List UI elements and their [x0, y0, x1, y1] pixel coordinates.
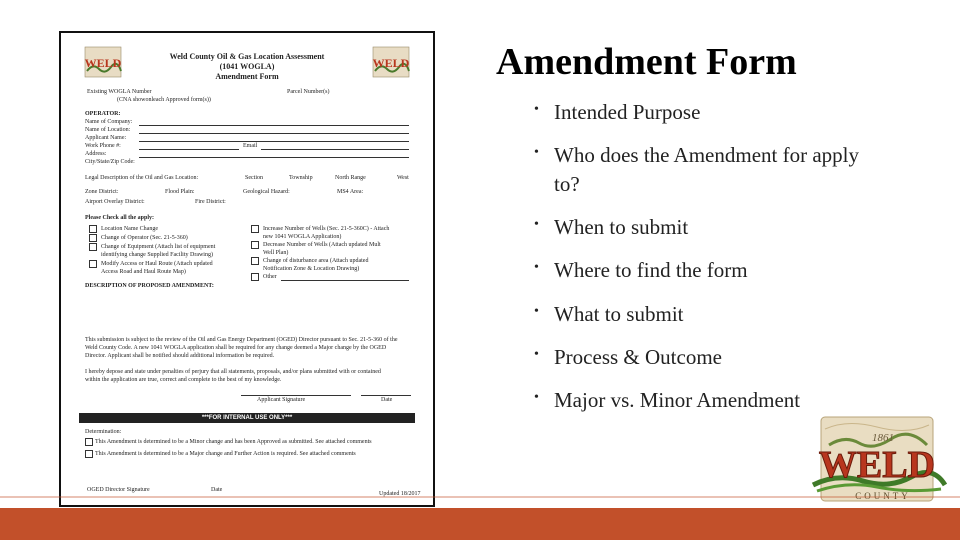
review-text: This submission is subject to the review of the Oil and Gas Energy Department (OGED) Director pursuant to Sec. 21-5-360 of the [85, 337, 398, 343]
checkbox [89, 234, 97, 242]
check-label: Change of Equipment (Attach list of equipment [101, 244, 216, 250]
flood-plain-label: Flood Plain: [165, 189, 195, 195]
bullet-item: • Intended Purpose [534, 100, 701, 124]
west-label: West [397, 175, 409, 181]
bullet-dot-icon: • [534, 260, 539, 275]
internal-use-band: ***FOR INTERNAL USE ONLY*** [79, 413, 415, 423]
determination-minor: This Amendment is determined to be a Minor change and has been Approved as submitted. See attached comments [95, 439, 372, 445]
bullet-dot-icon: • [534, 102, 539, 117]
operator-field: Applicant Name: [85, 135, 127, 141]
airport-overlay-label: Airport Overlay District: [85, 199, 145, 205]
bullet-dot-icon: • [534, 304, 539, 319]
checkbox [251, 273, 259, 281]
checkbox [89, 260, 97, 268]
check-label: Location Name Change [101, 226, 158, 232]
determination-label: Determination: [85, 429, 122, 435]
certify-text: within the application are true, correct and complete to the best of my knowledge. [85, 377, 282, 383]
north-range-label: North Range [335, 175, 366, 181]
checkbox [251, 241, 259, 249]
check-label: Access Road and Haul Route Map) [101, 269, 186, 275]
checkbox [251, 257, 259, 265]
review-text: Director. Applicant shall be notified should additional information be required. [85, 353, 275, 359]
check-label: Change of Operator (Sec. 21-5-360) [101, 235, 188, 241]
bullet-item: • Process & Outcome [534, 345, 722, 369]
updated-label: Updated 18/2017 [379, 491, 421, 497]
director-signature-label: OGED Director Signature [87, 487, 150, 493]
svg-text:WELD: WELD [372, 56, 410, 70]
review-text: Weld County Code. A new 1041 WOGLA application shall be required for any change deemed a Major change by the OGED [85, 345, 387, 351]
form-title-1: Weld County Oil & Gas Location Assessment [169, 52, 325, 61]
checkbox [89, 243, 97, 251]
logo-county: COUNTY [855, 491, 911, 501]
check-label: Change of disturbance area (Attach updated [263, 258, 369, 264]
form-title-2: (1041 WOGLA) [219, 62, 275, 71]
fire-district-label: Fire District: [195, 199, 226, 205]
description-heading: DESCRIPTION OF PROPOSED AMENDMENT: [85, 283, 214, 289]
applicant-signature-label: Applicant Signature [257, 397, 306, 403]
operator-field: Address: [85, 151, 107, 157]
check-label: identifying change Supplied Facility Drawing) [101, 252, 213, 258]
amendment-form-image [59, 31, 435, 507]
checkbox [85, 450, 93, 458]
check-label: Modify Access or Haul Route (Attach updated [101, 261, 213, 267]
check-label: Notification Zone & Location Drawing) [263, 266, 360, 272]
bullet-dot-icon: • [534, 347, 539, 362]
footer-bar [0, 508, 960, 540]
form-title-3: Amendment Form [215, 72, 279, 81]
legal-description-label: Legal Description of the Oil and Gas Location: [85, 175, 199, 181]
checkbox [251, 225, 259, 233]
date-label-2: Date [211, 487, 223, 493]
geological-hazard-label: Geological Hazard: [243, 189, 290, 195]
check-label: Other [263, 274, 277, 280]
bullet-dot-icon: • [534, 145, 539, 160]
determination-major: This Amendment is determined to be a Major change and Further Action is required. See attached comments [95, 451, 356, 457]
certify-text: I hereby depose and state under penalties of perjury that all statements, proposals, and/or plans submitted with or contained [85, 369, 381, 375]
section-label: Section [245, 175, 263, 181]
bullet-item: • Major vs. Minor Amendment [534, 388, 801, 412]
operator-field: City/State/Zip Code: [85, 159, 135, 165]
zone-district-label: Zone District: [85, 189, 119, 195]
date-label: Date [381, 397, 393, 403]
check-label: Well Plan) [263, 250, 289, 256]
bullet-item: • Where to find the form [534, 258, 748, 282]
slide-title: Amendment Form [496, 41, 797, 83]
bullet-item: • Who does the Amendment for apply to? [534, 143, 860, 196]
logo-word: WELD [818, 444, 936, 486]
bullet-item: • What to submit [534, 302, 684, 326]
parcel-number-label: Parcel Number(s) [287, 89, 330, 95]
operator-heading: OPERATOR: [85, 111, 121, 117]
operator-field: Name of Location: [85, 127, 131, 133]
check-label: new 1041 WOGLA Application) [263, 234, 342, 240]
township-label: Township [289, 175, 313, 181]
existing-number-label: Existing WOGLA Number [87, 89, 152, 95]
bullet-item: • When to submit [534, 215, 689, 239]
check-label: Decrease Number of Wells (Attach updated Mult [263, 242, 381, 248]
logo-year: 1861 [872, 432, 894, 444]
footer-divider [0, 496, 960, 498]
check-heading: Please Check all the apply: [85, 215, 154, 221]
checkbox [89, 225, 97, 233]
svg-text:WELD: WELD [84, 56, 122, 70]
bullet-dot-icon: • [534, 390, 539, 405]
email-label: Email [243, 143, 258, 149]
approved-note: (CNA showonleach Approved form(s)) [117, 97, 211, 103]
operator-field: Work Phone #: [85, 143, 121, 149]
bullet-dot-icon: • [534, 217, 539, 232]
checkbox [85, 438, 93, 446]
check-label: Increase Number of Wells (Sec. 21-5-360C) - Attach [263, 226, 390, 232]
ms4-area-label: MS4 Area: [337, 189, 364, 195]
operator-field: Name of Company: [85, 119, 133, 125]
